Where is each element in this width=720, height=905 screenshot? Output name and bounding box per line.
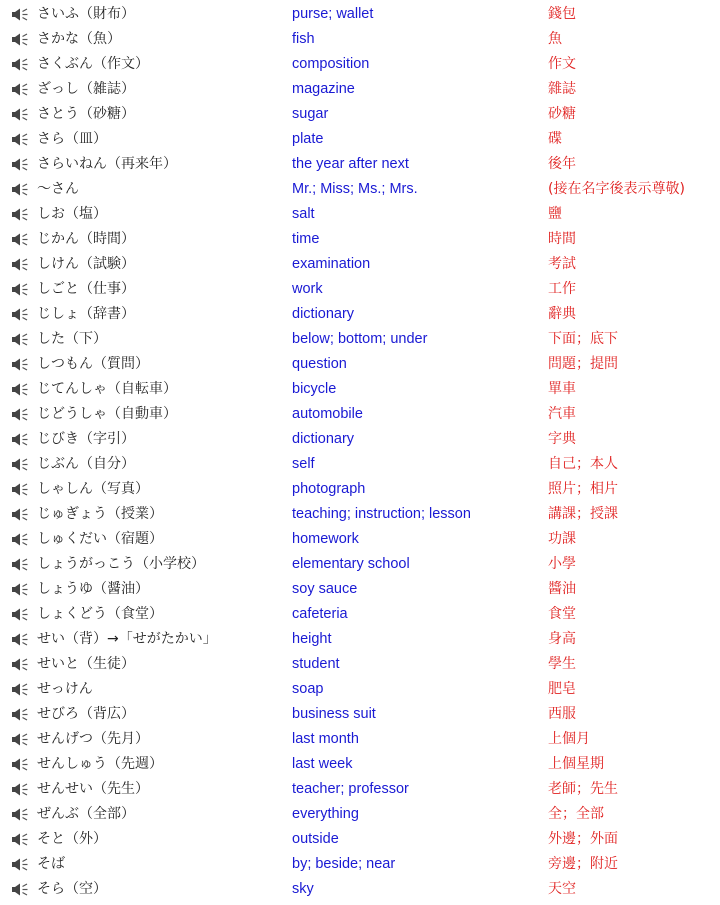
vocab-row bbox=[0, 577, 720, 602]
japanese-word: せびろ（背広） bbox=[37, 706, 135, 722]
speaker-icon[interactable] bbox=[11, 207, 29, 222]
chinese-meaning: 下面；底下 bbox=[548, 331, 618, 347]
chinese-meaning: 問題；提問 bbox=[548, 356, 618, 372]
speaker-icon[interactable] bbox=[11, 832, 29, 847]
chinese-meaning: 食堂 bbox=[548, 606, 576, 622]
speaker-icon[interactable] bbox=[11, 507, 29, 522]
vocab-row bbox=[0, 227, 720, 252]
english-meaning: teaching; instruction; lesson bbox=[292, 506, 471, 522]
japanese-word: しお（塩） bbox=[37, 206, 107, 222]
vocab-row bbox=[0, 677, 720, 702]
english-meaning: last month bbox=[292, 731, 359, 747]
vocab-row bbox=[0, 27, 720, 52]
vocab-row bbox=[0, 702, 720, 727]
vocab-row bbox=[0, 527, 720, 552]
chinese-meaning: 鹽 bbox=[548, 206, 562, 222]
speaker-icon[interactable] bbox=[11, 607, 29, 622]
english-meaning: below; bottom; under bbox=[292, 331, 428, 347]
speaker-icon[interactable] bbox=[11, 32, 29, 47]
vocab-row bbox=[0, 352, 720, 377]
speaker-icon[interactable] bbox=[11, 307, 29, 322]
speaker-icon[interactable] bbox=[11, 82, 29, 97]
vocab-row bbox=[0, 652, 720, 677]
speaker-icon[interactable] bbox=[11, 682, 29, 697]
vocabulary-list bbox=[0, 2, 720, 902]
japanese-word: さかな（魚） bbox=[37, 31, 121, 47]
chinese-meaning: 小學 bbox=[548, 556, 576, 572]
chinese-meaning: 時間 bbox=[548, 231, 576, 247]
japanese-word: しけん（試験） bbox=[37, 256, 135, 272]
chinese-meaning: 碟 bbox=[548, 131, 562, 147]
speaker-icon[interactable] bbox=[11, 57, 29, 72]
english-meaning: outside bbox=[292, 831, 339, 847]
japanese-word: じてんしゃ（自転車） bbox=[37, 381, 177, 397]
vocab-row bbox=[0, 102, 720, 127]
english-meaning: time bbox=[292, 231, 320, 247]
speaker-icon[interactable] bbox=[11, 257, 29, 272]
japanese-word: した（下） bbox=[37, 331, 107, 347]
english-meaning: fish bbox=[292, 31, 315, 47]
japanese-word: しょくどう（食堂） bbox=[37, 606, 163, 622]
vocab-row bbox=[0, 202, 720, 227]
speaker-icon[interactable] bbox=[11, 357, 29, 372]
chinese-meaning: 上個月 bbox=[548, 731, 590, 747]
japanese-word: せっけん bbox=[37, 681, 93, 697]
vocab-row bbox=[0, 177, 720, 202]
japanese-word: さくぶん（作文） bbox=[37, 56, 149, 72]
speaker-icon[interactable] bbox=[11, 382, 29, 397]
english-meaning: work bbox=[292, 281, 323, 297]
vocab-row bbox=[0, 127, 720, 152]
chinese-meaning: 旁邊；附近 bbox=[548, 856, 618, 872]
vocab-row bbox=[0, 252, 720, 277]
english-meaning: student bbox=[292, 656, 340, 672]
speaker-icon[interactable] bbox=[11, 732, 29, 747]
english-meaning: composition bbox=[292, 56, 370, 72]
english-meaning: photograph bbox=[292, 481, 366, 497]
chinese-meaning: 考試 bbox=[548, 256, 576, 272]
japanese-word: さとう（砂糖） bbox=[37, 106, 135, 122]
speaker-icon[interactable] bbox=[11, 182, 29, 197]
speaker-icon[interactable] bbox=[11, 432, 29, 447]
vocab-row bbox=[0, 752, 720, 777]
japanese-word: さいふ（財布） bbox=[37, 6, 135, 22]
chinese-meaning: 老師；先生 bbox=[548, 781, 618, 797]
vocab-row bbox=[0, 502, 720, 527]
english-meaning: self bbox=[292, 456, 315, 472]
japanese-word: しょうゆ（醤油） bbox=[37, 581, 149, 597]
vocab-row bbox=[0, 477, 720, 502]
chinese-meaning: 魚 bbox=[548, 31, 562, 47]
speaker-icon[interactable] bbox=[11, 157, 29, 172]
chinese-meaning: 全；全部 bbox=[548, 806, 604, 822]
english-meaning: salt bbox=[292, 206, 315, 222]
speaker-icon[interactable] bbox=[11, 857, 29, 872]
english-meaning: magazine bbox=[292, 81, 355, 97]
speaker-icon[interactable] bbox=[11, 332, 29, 347]
chinese-meaning: 單車 bbox=[548, 381, 576, 397]
japanese-word: しごと（仕事） bbox=[37, 281, 135, 297]
vocab-row bbox=[0, 877, 720, 902]
vocab-row bbox=[0, 77, 720, 102]
japanese-word: じびき（字引） bbox=[37, 431, 135, 447]
japanese-word: ～さん bbox=[37, 181, 79, 197]
japanese-word: さら（皿） bbox=[37, 131, 107, 147]
chinese-meaning: 身高 bbox=[548, 631, 576, 647]
english-meaning: automobile bbox=[292, 406, 363, 422]
english-meaning: teacher; professor bbox=[292, 781, 409, 797]
vocab-row bbox=[0, 2, 720, 27]
chinese-meaning: 肥皂 bbox=[548, 681, 576, 697]
vocab-row bbox=[0, 427, 720, 452]
chinese-meaning: 自己；本人 bbox=[548, 456, 618, 472]
japanese-word: せい（背）→「せがたかい」 bbox=[37, 631, 217, 647]
japanese-word: せんしゅう（先週） bbox=[37, 756, 163, 772]
english-meaning: sugar bbox=[292, 106, 329, 122]
chinese-meaning: 錢包 bbox=[548, 6, 576, 22]
vocab-row bbox=[0, 777, 720, 802]
vocab-row bbox=[0, 277, 720, 302]
speaker-icon[interactable] bbox=[11, 707, 29, 722]
vocab-row bbox=[0, 827, 720, 852]
vocab-row bbox=[0, 152, 720, 177]
english-meaning: height bbox=[292, 631, 332, 647]
vocab-row bbox=[0, 852, 720, 877]
chinese-meaning: 天空 bbox=[548, 881, 576, 897]
english-meaning: dictionary bbox=[292, 431, 355, 447]
japanese-word: じどうしゃ（自動車） bbox=[37, 406, 177, 422]
japanese-word: そば bbox=[37, 856, 65, 872]
chinese-meaning: 上個星期 bbox=[548, 756, 604, 772]
japanese-word: しゅくだい（宿題） bbox=[37, 531, 163, 547]
english-meaning: question bbox=[292, 356, 347, 372]
speaker-icon[interactable] bbox=[11, 482, 29, 497]
chinese-meaning: 雜誌 bbox=[548, 81, 576, 97]
vocab-row bbox=[0, 52, 720, 77]
vocab-row bbox=[0, 802, 720, 827]
japanese-word: そら（空） bbox=[37, 881, 107, 897]
chinese-meaning: 字典 bbox=[548, 431, 576, 447]
speaker-icon[interactable] bbox=[11, 132, 29, 147]
speaker-icon[interactable] bbox=[11, 757, 29, 772]
chinese-meaning: 砂糖 bbox=[548, 106, 576, 122]
speaker-icon[interactable] bbox=[11, 807, 29, 822]
japanese-word: せんせい（先生） bbox=[37, 781, 149, 797]
english-meaning: last week bbox=[292, 756, 353, 772]
speaker-icon[interactable] bbox=[11, 632, 29, 647]
english-meaning: by; beside; near bbox=[292, 856, 396, 872]
speaker-icon[interactable] bbox=[11, 282, 29, 297]
chinese-meaning: 外邊；外面 bbox=[548, 831, 618, 847]
english-meaning: sky bbox=[292, 881, 314, 897]
japanese-word: じゅぎょう（授業） bbox=[37, 506, 163, 522]
speaker-icon[interactable] bbox=[11, 107, 29, 122]
chinese-meaning: 講課；授課 bbox=[548, 506, 618, 522]
vocab-row bbox=[0, 602, 720, 627]
vocab-row bbox=[0, 552, 720, 577]
english-meaning: plate bbox=[292, 131, 324, 147]
speaker-icon[interactable] bbox=[11, 7, 29, 22]
chinese-meaning: 汽車 bbox=[548, 406, 576, 422]
chinese-meaning: 辭典 bbox=[548, 306, 576, 322]
japanese-word: そと（外） bbox=[37, 831, 107, 847]
speaker-icon[interactable] bbox=[11, 882, 29, 897]
english-meaning: dictionary bbox=[292, 306, 355, 322]
english-meaning: cafeteria bbox=[292, 606, 348, 622]
vocab-row bbox=[0, 627, 720, 652]
english-meaning: elementary school bbox=[292, 556, 410, 572]
english-meaning: homework bbox=[292, 531, 359, 547]
vocab-row bbox=[0, 302, 720, 327]
speaker-icon[interactable] bbox=[11, 232, 29, 247]
chinese-meaning: 西服 bbox=[548, 706, 576, 722]
vocab-row bbox=[0, 452, 720, 477]
chinese-meaning: 學生 bbox=[548, 656, 576, 672]
japanese-word: じかん（時間） bbox=[37, 231, 135, 247]
japanese-word: ざっし（雑誌） bbox=[37, 81, 135, 97]
english-meaning: soy sauce bbox=[292, 581, 358, 597]
speaker-icon[interactable] bbox=[11, 557, 29, 572]
speaker-icon[interactable] bbox=[11, 657, 29, 672]
speaker-icon[interactable] bbox=[11, 782, 29, 797]
japanese-word: じしょ（辞書） bbox=[37, 306, 135, 322]
english-meaning: bicycle bbox=[292, 381, 337, 397]
chinese-meaning: 作文 bbox=[548, 56, 576, 72]
speaker-icon[interactable] bbox=[11, 582, 29, 597]
chinese-meaning: (接在名字後表示尊敬) bbox=[548, 181, 685, 197]
english-meaning: the year after next bbox=[292, 156, 409, 172]
english-meaning: Mr.; Miss; Ms.; Mrs. bbox=[292, 181, 418, 197]
english-meaning: everything bbox=[292, 806, 359, 822]
english-meaning: purse; wallet bbox=[292, 6, 374, 22]
japanese-word: しゃしん（写真） bbox=[37, 481, 149, 497]
japanese-word: せんげつ（先月） bbox=[37, 731, 149, 747]
chinese-meaning: 醬油 bbox=[548, 581, 576, 597]
vocab-row bbox=[0, 402, 720, 427]
english-meaning: examination bbox=[292, 256, 371, 272]
speaker-icon[interactable] bbox=[11, 407, 29, 422]
japanese-word: しつもん（質問） bbox=[37, 356, 149, 372]
japanese-word: せいと（生徒） bbox=[37, 656, 135, 672]
japanese-word: さらいねん（再来年） bbox=[37, 156, 177, 172]
speaker-icon[interactable] bbox=[11, 457, 29, 472]
chinese-meaning: 工作 bbox=[548, 281, 576, 297]
japanese-word: ぜんぶ（全部） bbox=[37, 806, 135, 822]
speaker-icon[interactable] bbox=[11, 532, 29, 547]
vocab-row bbox=[0, 727, 720, 752]
chinese-meaning: 功課 bbox=[548, 531, 576, 547]
japanese-word: じぶん（自分） bbox=[37, 456, 135, 472]
english-meaning: soap bbox=[292, 681, 324, 697]
chinese-meaning: 後年 bbox=[548, 156, 576, 172]
japanese-word: しょうがっこう（小学校） bbox=[37, 556, 205, 572]
english-meaning: business suit bbox=[292, 706, 376, 722]
vocab-row bbox=[0, 377, 720, 402]
chinese-meaning: 照片；相片 bbox=[548, 481, 618, 497]
vocab-row bbox=[0, 327, 720, 352]
